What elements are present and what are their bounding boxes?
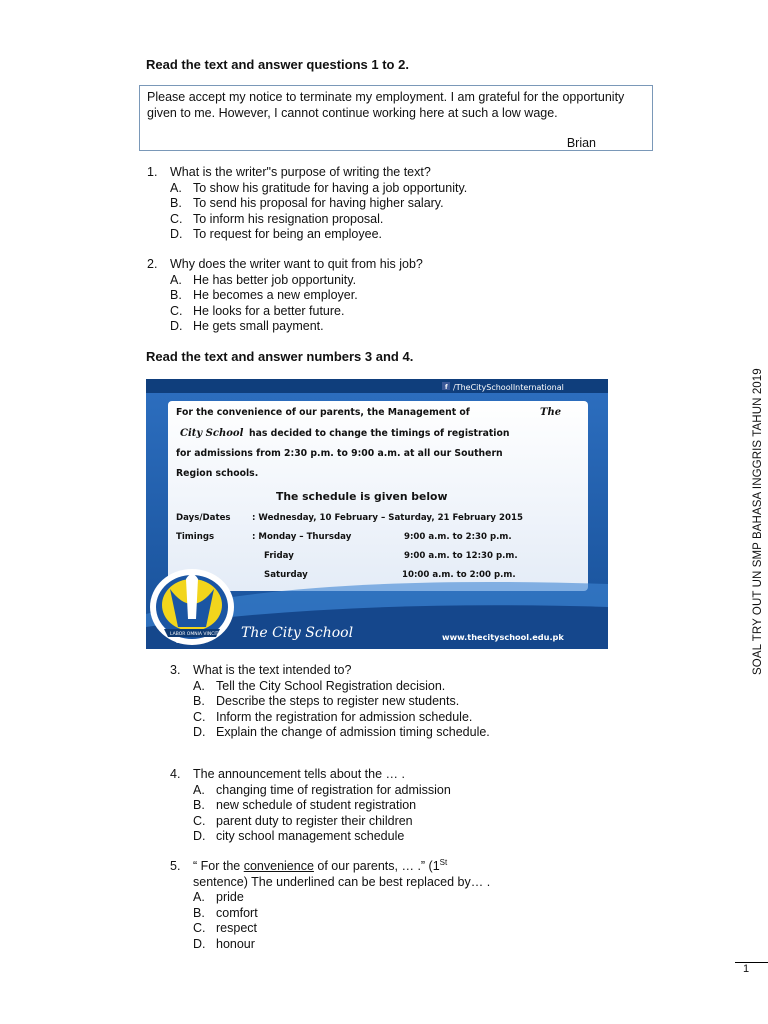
- option: A. pride: [193, 890, 244, 905]
- timings-label: Timings: [176, 532, 215, 542]
- option: D. city school management schedule: [193, 829, 405, 844]
- question-number: 3.: [170, 663, 181, 677]
- notice-box: [139, 85, 653, 151]
- question-stem: What is the text intended to?: [193, 663, 352, 677]
- question-3: [170, 663, 490, 741]
- option: D. To request for being an employee.: [170, 227, 383, 242]
- page-number: 1: [743, 963, 750, 975]
- logo-ribbon: LABOR OMNIA VINCIT: [170, 632, 219, 637]
- option: B. comfort: [193, 905, 258, 920]
- question-1: [147, 165, 467, 243]
- option: C. He looks for a better future.: [170, 303, 345, 318]
- footer-divider: [735, 962, 768, 963]
- schedule-time: 9:00 a.m. to 12:30 p.m.: [404, 551, 518, 561]
- option: A. Tell the City School Registration decision.: [193, 678, 446, 693]
- notice-text: Please accept my notice to terminate my employment. I am grateful for the opportunity given to me. However, I cannot continue working here at such a low wage.: [147, 90, 625, 120]
- poster-line-2: has decided to change the timings of registration: [249, 428, 510, 439]
- option: B. new schedule of student registration: [193, 798, 417, 813]
- days-value: : Wednesday, 10 February – Saturday, 21 February 2015: [252, 513, 523, 523]
- section-heading-1: Read the text and answer questions 1 to 2.: [146, 57, 409, 72]
- question-stem-line-2: sentence) The underlined can be best replaced by… .: [193, 874, 491, 889]
- school-name: The City School: [241, 625, 354, 641]
- option: C. Inform the registration for admission schedule.: [193, 709, 473, 724]
- option: B. Describe the steps to register new students.: [193, 694, 460, 709]
- days-label: Days/Dates: [176, 513, 231, 523]
- question-stem: Why does the writer want to quit from his job?: [170, 257, 423, 271]
- option: A. changing time of registration for admission: [193, 782, 451, 797]
- website: www.thecityschool.edu.pk: [442, 632, 564, 642]
- schedule-time: 9:00 a.m. to 2:30 p.m.: [404, 532, 512, 542]
- question-number: 5.: [170, 859, 181, 873]
- schedule-time: 10:00 a.m. to 2:00 p.m.: [402, 570, 516, 580]
- option: C. parent duty to register their children: [193, 813, 413, 828]
- underlined-word: convenience: [243, 859, 314, 873]
- option: A. To show his gratitude for having a job opportunity.: [170, 180, 468, 195]
- school-logo: [150, 569, 234, 645]
- option: C. To inform his resignation proposal.: [170, 211, 384, 226]
- option: D. Explain the change of admission timing schedule.: [193, 725, 490, 740]
- option: D. honour: [193, 936, 255, 951]
- poster-line-3: for admissions from 2:30 p.m. to 9:00 a.m. at all our Southern: [176, 448, 503, 459]
- poster-line-1: For the convenience of our parents, the Management of: [176, 407, 470, 418]
- schedule-day: Saturday: [264, 570, 308, 580]
- schedule-day: : Monday – Thursday: [252, 532, 352, 542]
- option: A. He has better job opportunity.: [170, 272, 357, 287]
- schedule-title: The schedule is given below: [276, 490, 448, 503]
- schedule-day: Friday: [264, 551, 294, 561]
- school-script-1: The: [540, 407, 562, 418]
- section-heading-2: Read the text and answer numbers 3 and 4.: [146, 349, 414, 364]
- school-announcement-poster: [146, 379, 608, 649]
- option: C. respect: [193, 921, 257, 936]
- poster-line-4: Region schools.: [176, 468, 259, 479]
- svg-text:f: f: [445, 384, 448, 391]
- logo-since: Since 1978: [176, 639, 204, 645]
- question-number: 2.: [147, 257, 158, 271]
- question-4: [170, 767, 451, 845]
- question-stem: What is the writer"s purpose of writing the text?: [170, 165, 431, 179]
- question-stem: The announcement tells about the … .: [193, 767, 405, 781]
- notice-signature: Brian: [566, 136, 596, 150]
- option: B. He becomes a new employer.: [170, 288, 358, 303]
- question-number: 1.: [147, 165, 158, 179]
- question-stem: “ For the convenience of our parents, … .” (1St: [193, 857, 448, 873]
- question-2: [147, 257, 423, 335]
- fb-tag: /TheCitySchoolInternational: [453, 383, 564, 392]
- school-script-2: City School: [180, 428, 244, 439]
- side-vertical-title: SOAL TRY OUT UN SMP BAHASA INGGRIS TAHUN 2019: [752, 368, 764, 675]
- question-number: 4.: [170, 767, 181, 781]
- question-5: [170, 859, 490, 953]
- option: B. To send his proposal for having higher salary.: [170, 196, 444, 211]
- option: D. He gets small payment.: [170, 319, 324, 334]
